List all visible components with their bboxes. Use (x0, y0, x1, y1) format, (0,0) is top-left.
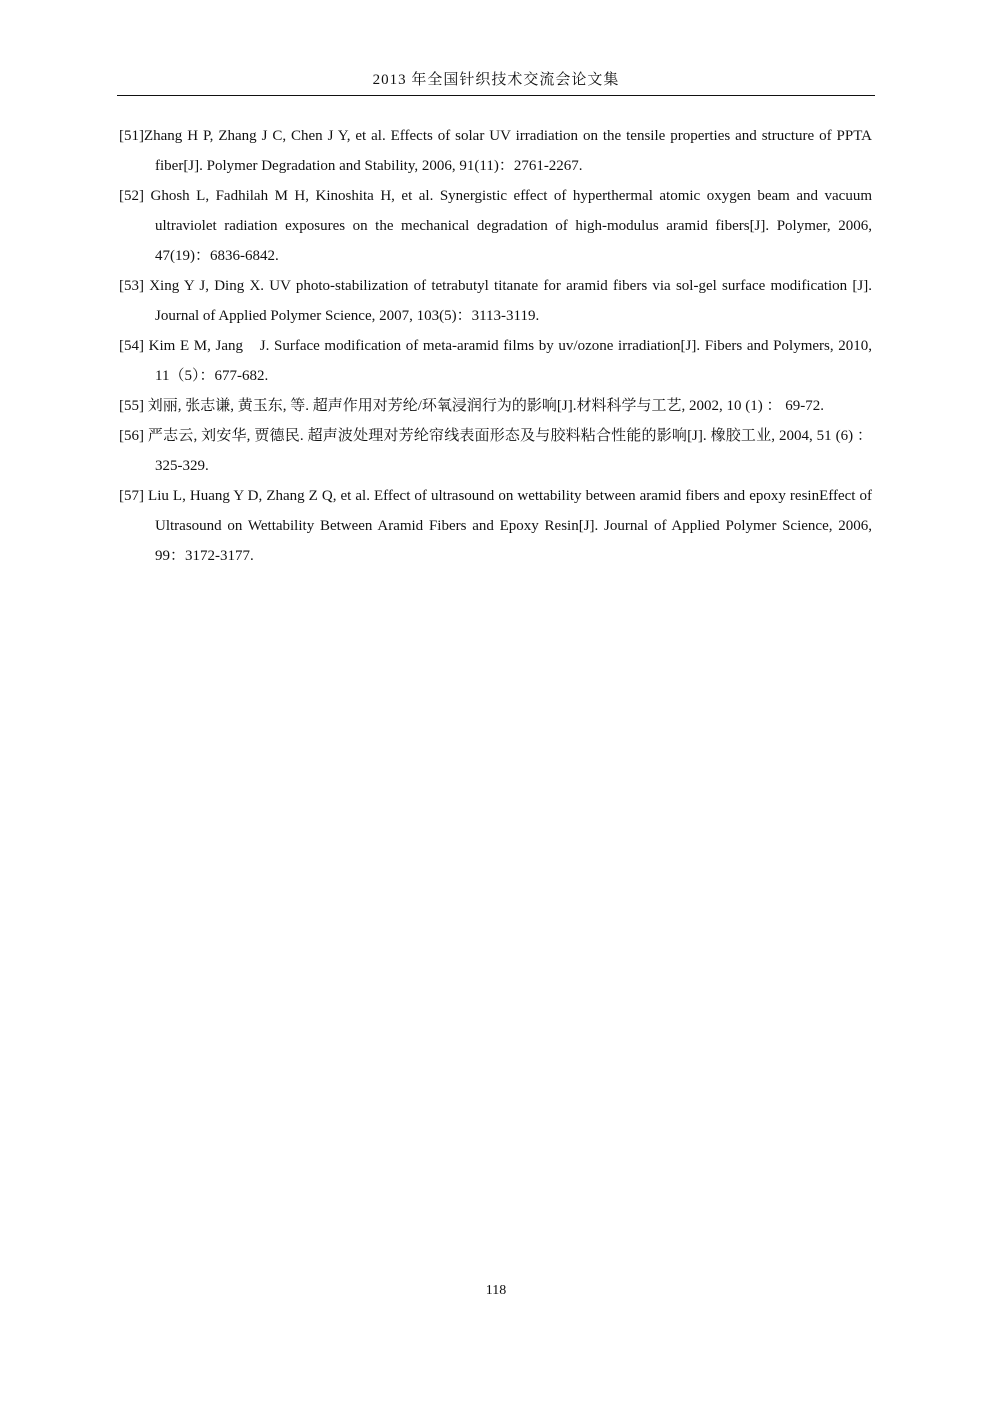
reference-54: [54] Kim E M, Jang J. Surface modification of meta-aramid films by uv/ozone irradiation[J]. Fibers and Polymers, 2010, 11（5）：677-682. (119, 338, 872, 384)
page-number: 118 (485, 1283, 507, 1298)
reference-52: [52] Ghosh L, Fadhilah M H, Kinoshita H, et al. Synergistic effect of hyperthermal atomic oxygen beam and vacuum ultraviolet radiation exposures on the mechanical degradation of high-modulus aramid fibers[J]. Polymer, 2006, 47(19)：6836-6842. (119, 188, 872, 264)
header-divider (117, 95, 875, 96)
reference-list (119, 121, 872, 571)
reference-51: [51]Zhang H P, Zhang J C, Chen J Y, et al. Effects of solar UV irradiation on the tensile properties and structure of PPTA fiber[J]. Polymer Degradation and Stability, 2006, 91(11)：2761-2267. (119, 128, 872, 174)
running-header: 2013 年全国针织技术交流会论文集 (372, 72, 620, 88)
reference-57: [57] Liu L, Huang Y D, Zhang Z Q, et al. Effect of ultrasound on wettability between aramid fibers and epoxy resinEffect of Ultrasound on Wettability Between Aramid Fibers and Epoxy Resin[J]. Journal of Applied Polymer Science, 2006, 99：3172-3177. (119, 488, 872, 564)
reference-53: [53] Xing Y J, Ding X. UV photo-stabilization of tetrabutyl titanate for aramid fibers via sol-gel surface modification [J]. Journal of Applied Polymer Science, 2007, 103(5)：3113-3119. (119, 278, 872, 324)
reference-55: [55] 刘丽, 张志谦, 黄玉东, 等. 超声作用对芳纶/环氧浸润行为的影响[J].材料科学与工艺, 2002, 10 (1) ： 69-72. (119, 398, 824, 414)
reference-56: [56] 严志云, 刘安华, 贾德民. 超声波处理对芳纶帘线表面形态及与胶料粘合性能的影响[J]. 橡胶工业, 2004, 51 (6) ： 325-329. (119, 428, 872, 474)
